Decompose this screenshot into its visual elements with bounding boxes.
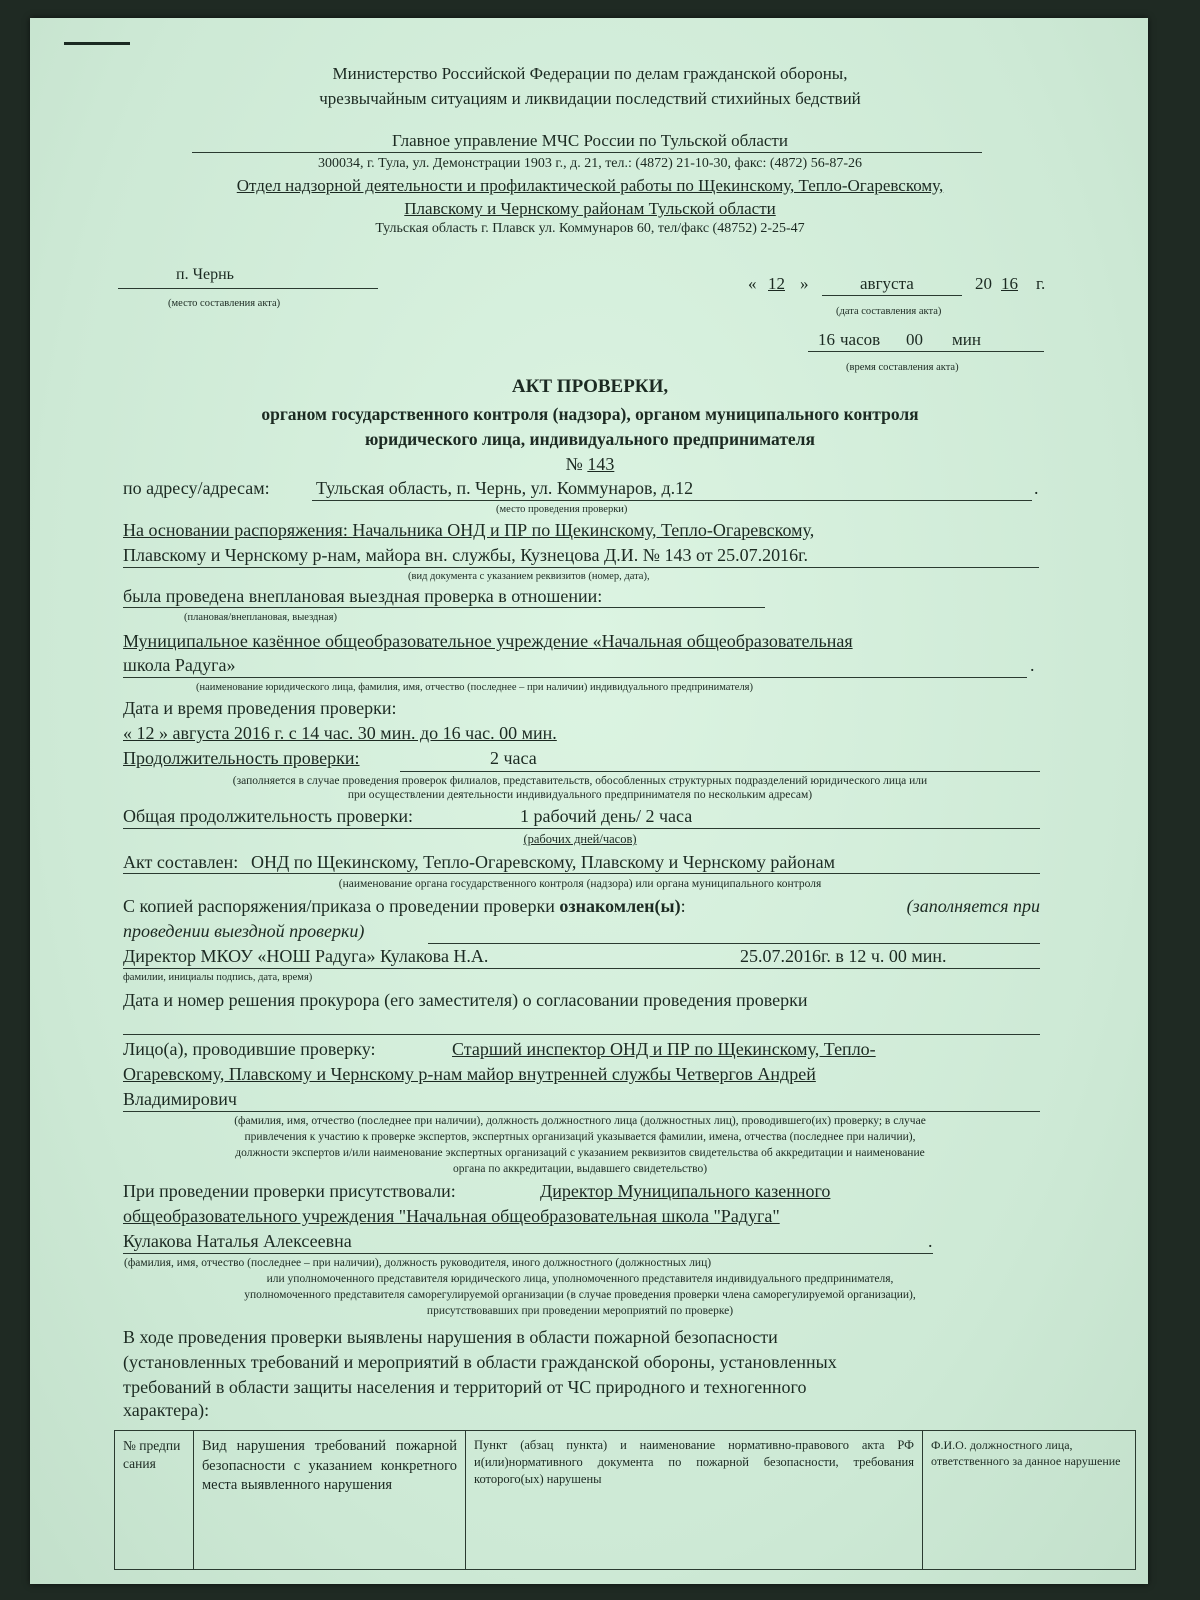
date-year-unit: г.	[1036, 274, 1046, 293]
time-caption: (время составления акта)	[846, 362, 959, 373]
copy-underline	[428, 943, 1040, 944]
dept-line-2: Плавскому и Чернскому районам Тульской области	[404, 199, 776, 218]
present-end: .	[928, 1231, 933, 1251]
ministry-line-1: Министерство Российской Федерации по делам гражданской обороны,	[332, 64, 848, 83]
date-year-suffix: 16	[1001, 274, 1018, 293]
director-caption: фамилии, инициалы подпись, дата, время)	[123, 972, 313, 983]
present-label: При проведении проверки присутствовали:	[123, 1181, 456, 1201]
time-hours: 16	[818, 330, 835, 349]
present-caption-2: или уполномоченного представителя юридического лица, уполномоченного представителя индивидуального предпринимателя,	[266, 1273, 894, 1285]
act-number-value: 143	[587, 454, 615, 474]
dept-line-1: Отдел надзорной деятельности и профилактической работы по Щекинскому, Тепло-Огаревскому,	[236, 176, 944, 195]
drawn-caption: (наименование органа государственного контроля (надзора) или органа муниципального контроля	[338, 878, 822, 890]
inspector-line-3: Владимирович	[123, 1089, 237, 1109]
prosecutor-label: Дата и номер решения прокурора (его заместителя) о согласовании проведения проверки	[123, 990, 808, 1010]
present-caption-3: уполномоченного представителя саморегулируемой организации (в случае проведения проверки члена саморегулируемой организации),	[244, 1289, 916, 1301]
main-dept: Главное управление МЧС России по Тульской области	[392, 131, 788, 150]
inspector-caption-1: (фамилия, имя, отчество (последнее при наличии), должность должностного лица (должностных лиц), проводившего(их) проверку; в случае	[234, 1115, 926, 1127]
ministry-line-2: чрезвычайным ситуациям и ликвидации последствий стихийных бедствий	[319, 89, 861, 108]
main-dept-address: 300034, г. Тула, ул. Демонстрации 1903 г., д. 21, тел.: (4872) 21-10-30, факс: (4872) 56-87-26	[317, 156, 863, 171]
copy-italic-1: (заполняется при	[906, 896, 1040, 916]
inspector-caption-3: должности экспертов и/или наименование экспертных организаций с указанием реквизитов свидетельства об аккредитации и наименование	[235, 1147, 925, 1159]
drawn-underline	[123, 873, 1040, 874]
date-month-underline	[822, 295, 962, 296]
director-right: 25.07.2016г. в 12 ч. 00 мин.	[740, 946, 947, 966]
ink-mark	[64, 42, 130, 45]
address-value: Тульская область, п. Чернь, ул. Коммунаров, д.12	[316, 478, 694, 498]
act-number	[150, 454, 1030, 475]
violations-para-2: (установленных требований и мероприятий в области гражданской обороны, установленных	[123, 1352, 837, 1372]
address-underline	[312, 500, 1032, 501]
copy-prefix: С копией распоряжения/приказа о проведении проверки	[123, 896, 555, 916]
address-caption: (место проведения проверки)	[496, 504, 628, 515]
entity-underline	[123, 677, 1027, 678]
violations-table	[114, 1430, 1136, 1570]
act-subtitle-2: юридического лица, индивидуального предпринимателя	[365, 429, 815, 449]
held-line: была проведена внеплановая выездная проверка в отношении:	[123, 586, 603, 606]
basis-line-2: Плавскому и Чернскому р-нам, майора вн. службы, Кузнецова Д.И. № 143 от 25.07.2016г.	[123, 545, 808, 565]
document-page	[30, 18, 1148, 1584]
copy-colon: :	[680, 896, 686, 916]
basis-line-1: На основании распоряжения: Начальника ОНД и ПР по Щекинскому, Тепло-Огаревскому,	[123, 520, 815, 540]
address-end: .	[1034, 478, 1039, 498]
copy-bold: ознакомлен(ы)	[559, 896, 681, 916]
prosecutor-underline	[123, 1034, 1040, 1035]
inspector-underline	[123, 1111, 1040, 1112]
total-caption	[120, 832, 1040, 847]
date-month: августа	[860, 274, 914, 293]
held-underline	[123, 607, 765, 608]
date-year-prefix: 20	[975, 274, 992, 293]
act-title: АКТ ПРОВЕРКИ,	[511, 376, 669, 397]
time-underline	[808, 351, 1044, 352]
entity-line-2: школа Радуга»	[123, 655, 236, 675]
drawn-value: ОНД по Щекинскому, Тепло-Огаревскому, Плавскому и Чернскому районам	[251, 852, 836, 872]
date-caption: (дата составления акта)	[836, 306, 942, 317]
inspector-line-2: Огаревскому, Плавскому и Чернскому р-нам майор внутренней службы Четвергов Андрей	[123, 1064, 816, 1084]
date-open-quote: «	[748, 274, 757, 293]
col-violation-header: Вид нарушения требований пожарной безопасности с указанием конкретного места выявленного нарушения	[194, 1431, 466, 1570]
entity-end: .	[1030, 655, 1035, 675]
date-close-quote: »	[800, 274, 809, 293]
violations-para-1: В ходе проведения проверки выявлены нарушения в области пожарной безопасности	[123, 1327, 778, 1347]
address-label: по адресу/адресам:	[123, 478, 270, 498]
inspector-line-1: Старший инспектор ОНД и ПР по Щекинскому, Тепло-	[452, 1039, 876, 1059]
total-value: 1 рабочий день/ 2 часа	[520, 806, 693, 826]
datetime-value: « 12 » августа 2016 г. с 14 час. 30 мин. до 16 час. 00 мин.	[123, 723, 557, 743]
dept-address: Тульская область г. Плавск ул. Коммунаров 60, тел/факс (48752) 2-25-47	[375, 221, 805, 236]
act-number-label: №	[565, 454, 583, 474]
drawn-label: Акт составлен:	[123, 852, 239, 872]
present-caption-4: присутствовавших при проведении мероприятий по проверке)	[426, 1305, 734, 1317]
violations-para-3: требований в области защиты населения и территорий от ЧС природного и техногенного	[123, 1377, 807, 1397]
place-underline	[118, 288, 378, 289]
duration-value: 2 часа	[490, 748, 537, 768]
duration-caption-2: при осуществлении деятельности индивидуального предпринимателя по нескольким адресам)	[347, 789, 813, 801]
time-minutes-unit: мин	[952, 330, 981, 349]
basis-underline	[123, 567, 1039, 568]
place-value: п. Чернь	[176, 266, 234, 283]
main-dept-underline	[192, 152, 982, 153]
duration-underline	[400, 771, 1040, 772]
copy-line-1	[123, 896, 1040, 917]
copy-italic-2: проведении выездной проверки)	[123, 921, 365, 941]
duration-caption-1: (заполняется в случае проведения проверок филиалов, представительств, обособленных структурных подразделений юридического лица или	[232, 775, 928, 787]
violations-para-4: характера):	[123, 1400, 210, 1420]
total-caption-text: (рабочих дней/часов)	[523, 832, 637, 846]
datetime-label: Дата и время проведения проверки:	[123, 698, 397, 718]
date-day: 12	[768, 274, 785, 293]
place-caption: (место составления акта)	[168, 298, 281, 309]
director-left: Директор МКОУ «НОШ Радуга» Кулакова Н.А.	[123, 946, 489, 966]
present-line-1: Директор Муниципального казенного	[540, 1181, 831, 1201]
inspector-caption-2: привлечения к участию к проверке экспертов, экспертных организаций указывается фамилии, имена, отчества (последнее при наличии),	[244, 1131, 916, 1143]
act-subtitle-1: органом государственного контроля (надзора), органом муниципального контроля	[261, 404, 919, 424]
present-line-3: Кулакова Наталья Алексеевна	[123, 1231, 352, 1251]
duration-label: Продолжительность проверки:	[123, 748, 360, 768]
present-underline	[123, 1253, 933, 1254]
inspector-caption-4: органа по аккредитации, выдавшего свидетельство)	[452, 1163, 708, 1175]
time-hours-unit: часов	[840, 330, 881, 349]
basis-caption: (вид документа с указанием реквизитов (номер, дата),	[408, 571, 650, 582]
col-regulation-header: Пункт (абзац пункта) и наименование нормативно-правового акта РФ и(или)нормативного документа по пожарной безопасности, требования которого(ых) нарушены	[466, 1431, 923, 1570]
total-underline	[123, 828, 1040, 829]
director-underline	[123, 968, 1040, 969]
total-label: Общая продолжительность проверки:	[123, 806, 413, 826]
entity-line-1: Муниципальное казённое общеобразовательное учреждение «Начальная общеобразовательная	[123, 631, 853, 651]
present-caption-1: (фамилия, имя, отчество (последнее – при наличии), должность руководителя, иного должностного (должностных лиц)	[124, 1257, 712, 1269]
held-caption: (плановая/внеплановая, выездная)	[184, 612, 338, 623]
col-number-header: № предпи сания	[115, 1431, 194, 1570]
col-responsible-header: Ф.И.О. должностного лица, ответственного за данное нарушение	[923, 1431, 1136, 1570]
present-line-2: общеобразовательного учреждения "Начальная общеобразовательная школа "Радуга"	[123, 1206, 780, 1226]
time-minutes: 00	[906, 330, 923, 349]
entity-caption: (наименование юридического лица, фамилия, имя, отчество (последнее – при наличии) индивидуального предпринимателя)	[196, 682, 754, 693]
inspector-label: Лицо(а), проводившие проверку:	[123, 1039, 376, 1059]
table-header-row	[115, 1431, 1136, 1570]
